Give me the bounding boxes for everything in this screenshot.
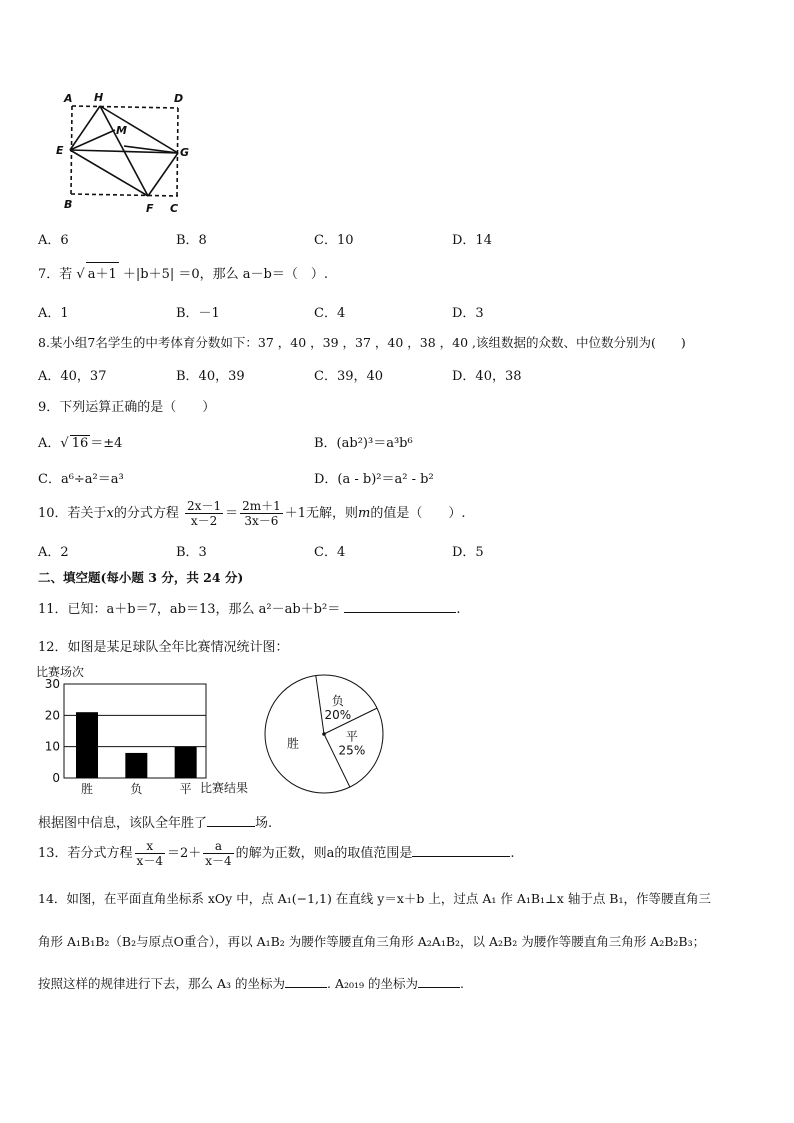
bar-y-tick-label: 30 [44,677,60,691]
q7-option-d: D．3 [452,306,484,321]
q8-option-c: C．39，40 [314,369,384,384]
pie-percent-平: 25% [338,743,366,758]
label-A: A [64,92,73,105]
question-14-line-3: 按照这样的规律进行下去，那么 A₃ 的坐标为 . A₂₀₁₉ 的坐标为 . [38,976,464,991]
question-8: 8.某小组7名学生的中考体育分数如下：37 ，40 ，39 ，37 ，40 ，38 ，40 ,该组数据的众数、中位数分别为( ) [38,335,686,350]
question-7: 7．若 √ a＋1 ＋|b＋5| ＝0，那么 a－b＝（ ）. [38,262,328,282]
question-14-line-1: 14．如图，在平面直角坐标系 xOy 中，点 A₁(−1,1) 在直线 y＝x＋b 上，过点 A₁ 作 A₁B₁⊥x 轴于点 B₁，作等腰直角三 [38,891,712,906]
q7-rest: ＝0，那么 a－b＝（ ）. [178,267,329,282]
q7-sqrt: a＋1 [86,262,119,282]
label-C: C [170,202,179,215]
label-B: B [64,198,73,211]
q7-abs: b＋5 [140,267,170,282]
bar-y-tick-label: 0 [52,771,60,785]
q7-prefix: 7．若 [38,267,73,282]
q10-option-a: A．2 [38,545,69,560]
q9-option-d: D．(a - b)²＝a² - b² [314,472,434,487]
q7-option-b: B．－1 [176,306,220,321]
question-13: 13．若分式方程 $\frac{x}{x-4}$ ＝2＋ $\frac{a}{x-4}$ 的解为正数，则a的取值范围是 . [38,839,515,868]
question-11: 11．已知：a＋b＝7，ab＝13，那么 a²－ab＋b²＝ . [38,602,461,617]
label-E: E [56,144,64,157]
label-M: M [116,124,127,137]
bar-x-tick-label: 负 [130,782,143,796]
q9-option-b: B．(ab²)³＝a³b⁶ [314,436,413,451]
label-D: D [174,92,184,105]
q6-option-c: C．10 [314,233,354,248]
q12-answer-blank[interactable] [207,826,255,827]
bar-chart [34,660,270,798]
q6-option-a: A．6 [38,233,69,248]
label-H: H [94,91,104,104]
q8-option-d: D．40，38 [452,369,522,384]
question-9: 9．下列运算正确的是（ ） [38,400,216,415]
bar-x-tick-label: 胜 [80,782,94,796]
bar-x-tick-label: 平 [179,782,192,796]
pie-label-胜: 胜 [286,736,299,751]
question-10: 10．若关于x的分式方程 $\frac{2x-1}{x-2}$ ＝ $\frac{2m+1}{3x-6}$ ＋1无解，则m的值是（ ）. [38,499,466,528]
section-2-title: 二、填空题(每小题 3 分，共 24 分) [38,570,244,585]
label-G: G [180,146,190,159]
bar-chart-ylabel: 比赛场次 [36,665,85,679]
q6-option-b: B．8 [176,233,207,248]
question-14-line-2: 角形 A₁B₁B₂（B₂与原点O重合），再以 A₁B₂ 为腰作等腰直角三角形 A₂A₁B₂，以 A₂B₂ 为腰作等腰直角三角形 A₂B₂B₃； [38,934,706,949]
bar-胜 [76,712,98,778]
q14-answer-blank-a2019[interactable] [418,987,460,988]
q8-option-a: A．40，37 [38,369,107,384]
label-F: F [146,202,154,215]
q7-option-a: A．1 [38,306,69,321]
q14-answer-blank-a3[interactable] [285,987,327,988]
q9-option-a: A．√ 16 ＝±4 [38,436,123,451]
q9-option-c: C．a⁶÷a²＝a³ [38,472,124,487]
question-12: 12．如图是某足球队全年比赛情况统计图： [38,640,289,655]
q6-option-d: D．14 [452,233,492,248]
pie-center [322,732,326,736]
q10-option-d: D．5 [452,545,484,560]
bar-chart-xlabel: 比赛结果 [200,781,249,795]
bar-平 [175,747,197,778]
q7-option-c: C．4 [314,306,346,321]
q12-answer: 根据图中信息，该队全年胜了 场. [38,816,273,831]
bar-y-tick-label: 20 [44,708,60,723]
pie-label-负: 负 [331,693,344,708]
q13-answer-blank[interactable] [412,856,510,857]
bar-y-tick-label: 10 [44,739,60,754]
q11-answer-blank[interactable] [344,612,456,613]
pie-label-平: 平 [345,729,358,744]
q6-geometry-figure [50,86,200,216]
q10-option-b: B．3 [176,545,207,560]
bar-负 [125,753,147,778]
q8-option-b: B．40，39 [176,369,245,384]
pie-percent-负: 20% [324,707,352,722]
pie-chart [262,674,388,794]
q10-option-c: C．4 [314,545,346,560]
